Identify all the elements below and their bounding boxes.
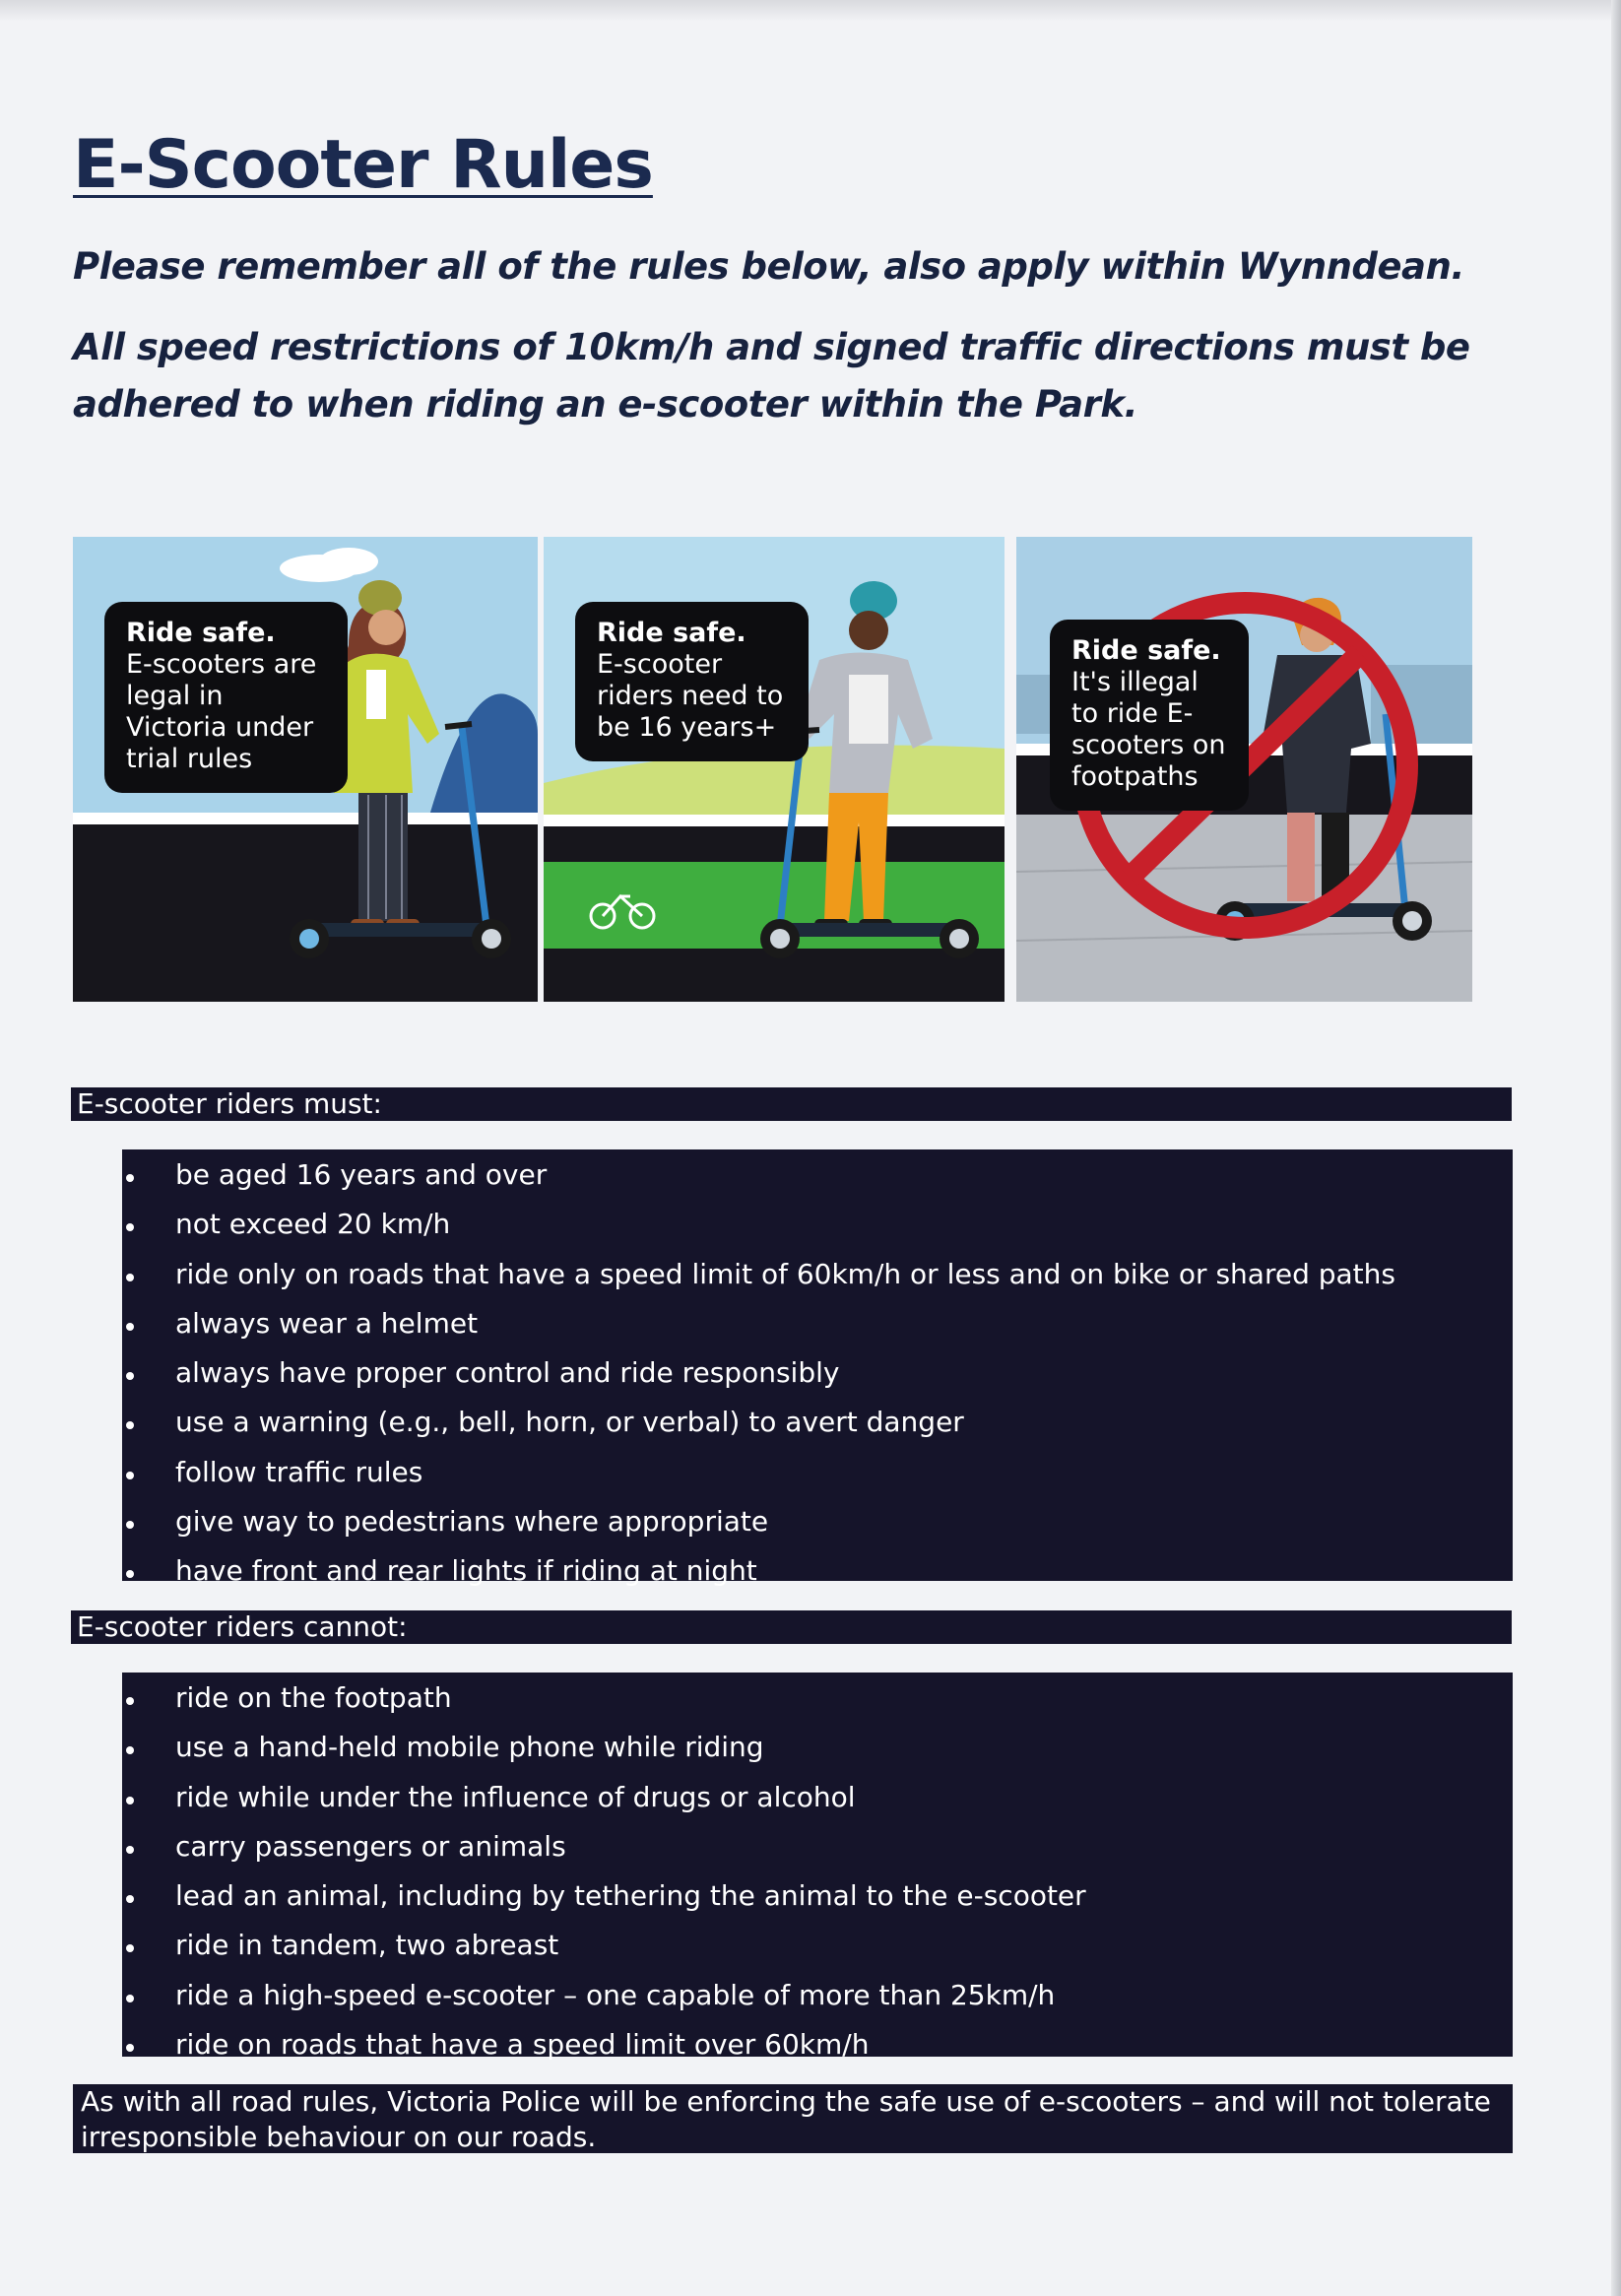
panel-2-bubble — [575, 602, 809, 761]
closing-statement: As with all road rules, Victoria Police will be enforcing the safe use of e-scooters – and will not tolerate irresponsible behaviour on our roads. — [73, 2084, 1513, 2153]
must-item: always have proper control and ride responsibly — [122, 1350, 1513, 1400]
page-edge-shadow — [1611, 0, 1621, 2296]
panel-3-text: It's illegal to ride E-scooters on footpaths — [1071, 667, 1226, 792]
page-title: E-Scooter Rules — [73, 126, 653, 204]
cannot-item: ride on the footpath — [122, 1675, 1513, 1725]
must-list — [122, 1149, 1513, 1588]
cannot-item: ride in tandem, two abreast — [122, 1923, 1513, 1972]
cannot-item: ride on roads that have a speed limit over 60km/h — [122, 2022, 1513, 2071]
intro-line-1: Please remember all of the rules below, also apply within Wynndean. — [73, 245, 1464, 288]
panel-3-bubble — [1050, 620, 1249, 811]
must-item: give way to pedestrians where appropriate — [122, 1499, 1513, 1548]
panel-no-footpaths — [1016, 537, 1472, 1002]
cannot-heading: E-scooter riders cannot: — [71, 1610, 1512, 1644]
cannot-item: ride while under the influence of drugs or alcohol — [122, 1775, 1513, 1824]
page-top-shadow — [0, 0, 1621, 22]
must-heading: E-scooter riders must: — [71, 1087, 1512, 1121]
panel-1-heading: Ride safe. — [126, 618, 276, 648]
must-item: not exceed 20 km/h — [122, 1202, 1513, 1251]
panel-1-bubble — [104, 602, 348, 793]
must-item: be aged 16 years and over — [122, 1152, 1513, 1202]
must-item: always wear a helmet — [122, 1301, 1513, 1350]
must-item: ride only on roads that have a speed limit of 60km/h or less and on bike or shared paths — [122, 1252, 1513, 1301]
cannot-item: use a hand-held mobile phone while riding — [122, 1725, 1513, 1774]
cannot-item: carry passengers or animals — [122, 1824, 1513, 1873]
cannot-item: lead an animal, including by tethering the animal to the e-scooter — [122, 1873, 1513, 1923]
panel-3-heading: Ride safe. — [1071, 635, 1221, 666]
panel-age-16 — [544, 537, 1005, 1002]
intro-line-2: All speed restrictions of 10km/h and signed traffic directions must be adhered to when riding an e-scooter within the Park. — [73, 326, 1470, 426]
must-item: follow traffic rules — [122, 1450, 1513, 1499]
panel-2-text: E-scooter riders need to be 16 years+ — [597, 649, 784, 743]
must-item: use a warning (e.g., bell, horn, or verbal) to avert danger — [122, 1400, 1513, 1449]
panel-2-heading: Ride safe. — [597, 618, 746, 648]
cannot-list — [122, 1673, 1513, 2062]
panel-1-text: E-scooters are legal in Victoria under trial rules — [126, 649, 317, 774]
cannot-item: ride a high-speed e-scooter – one capable of more than 25km/h — [122, 1973, 1513, 2022]
must-item: have front and rear lights if riding at night — [122, 1548, 1513, 1598]
panel-legal-trial — [73, 537, 538, 1002]
illustration-panels — [73, 537, 1476, 1002]
